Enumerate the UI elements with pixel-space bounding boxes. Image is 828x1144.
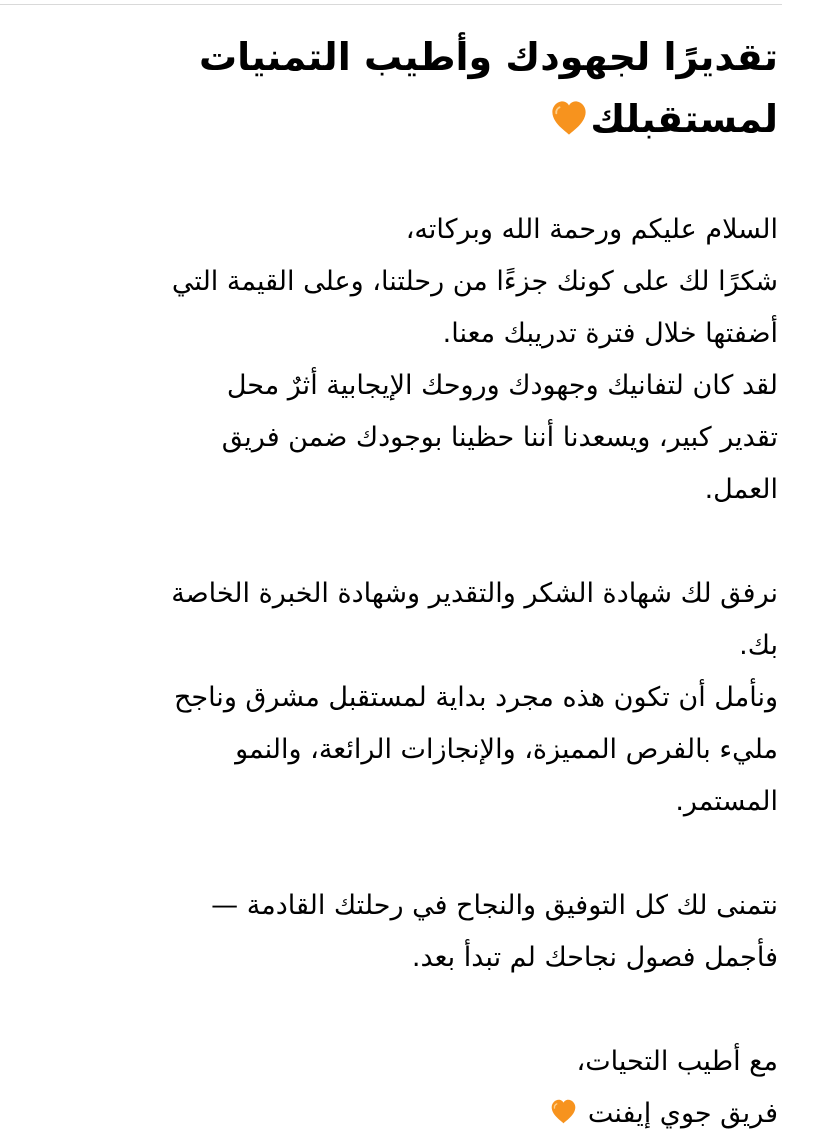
closing-line: مع أطيب التحيات، xyxy=(576,1046,778,1077)
paragraph-line: فأجمل فصول نجاحك لم تبدأ بعد. xyxy=(411,942,778,973)
greeting-paragraph xyxy=(48,204,778,516)
paragraph-line: ونأمل أن تكون هذه مجرد بداية لمستقبل مشرق وناجح xyxy=(173,682,778,713)
signature-line xyxy=(48,1088,778,1140)
paragraph-line: نرفق لك شهادة الشكر والتقدير وشهادة الخبرة الخاصة xyxy=(171,578,778,609)
title-line-1: تقديرًا لجهودك وأطيب التمنيات xyxy=(198,35,778,79)
title-line-2-text: لمستقبلك xyxy=(590,97,778,141)
wishes-paragraph xyxy=(48,880,778,984)
paragraph-line: بك. xyxy=(739,630,778,661)
message-body xyxy=(48,14,778,1140)
paragraph-line: أضفتها خلال فترة تدريبك معنا. xyxy=(442,318,778,349)
signature-text: فريق جوي إيفنت xyxy=(587,1098,778,1129)
orange-heart-icon xyxy=(550,99,588,137)
paragraph-line: شكرًا لك على كونك جزءًا من رحلتنا، وعلى القيمة التي xyxy=(171,266,778,297)
top-divider xyxy=(0,4,782,5)
paragraph-line: السلام عليكم ورحمة الله وبركاته، xyxy=(405,214,778,245)
paragraph-line: العمل. xyxy=(704,474,778,505)
title-line-2 xyxy=(48,88,778,150)
paragraph-line: المستمر. xyxy=(675,786,778,817)
paragraph-line: نتمنى لك كل التوفيق والنجاح في رحلتك القادمة — xyxy=(211,890,778,921)
paragraph-line: مليء بالفرص المميزة، والإنجازات الرائعة، والنمو xyxy=(235,734,778,765)
signature-block xyxy=(48,1036,778,1140)
paragraph-line: تقدير كبير، ويسعدنا أننا حظينا بوجودك ضمن فريق xyxy=(221,422,778,453)
paragraph-line: لقد كان لتفانيك وجهودك وروحك الإيجابية أثرٌ محل xyxy=(226,370,778,401)
message-title xyxy=(48,26,778,150)
orange-heart-icon xyxy=(550,1098,577,1125)
certificate-paragraph xyxy=(48,568,778,828)
